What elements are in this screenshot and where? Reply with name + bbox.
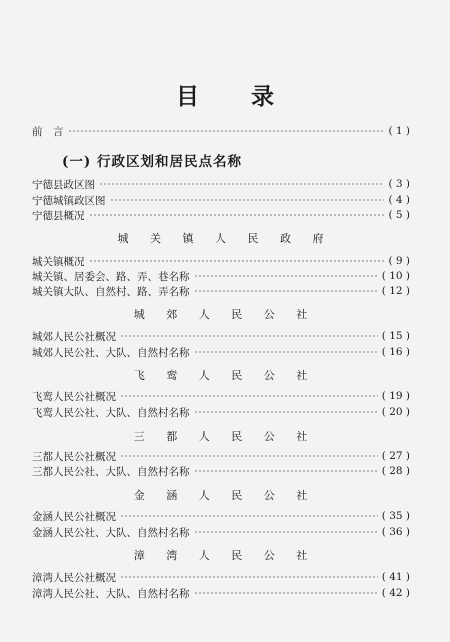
toc-entry-label: 宁德城镇政区图 bbox=[32, 194, 106, 207]
toc-entry-page: ( 3 ) bbox=[388, 178, 410, 190]
page-title-char: 录 bbox=[251, 84, 274, 110]
toc-entry-label: 城关镇、居委会、路、弄、巷名称 bbox=[32, 270, 190, 283]
dot-leader bbox=[120, 515, 378, 517]
toc-entry-page: ( 35 ) bbox=[381, 510, 410, 522]
toc-entry-page: ( 12 ) bbox=[381, 285, 410, 297]
dot-leader bbox=[194, 275, 378, 277]
toc-entry[interactable] bbox=[32, 448, 410, 464]
toc-entry[interactable] bbox=[32, 388, 410, 404]
toc-entry-page: ( 15 ) bbox=[381, 330, 410, 342]
toc-entry-label: 漳湾人民公社概况 bbox=[32, 571, 116, 584]
section-title: (一) 行政区划和居民点名称 bbox=[62, 154, 242, 170]
toc-entry-page: ( 28 ) bbox=[381, 465, 410, 477]
toc-entry-label: 宁德县政区图 bbox=[32, 178, 95, 191]
toc-entry-label: 城关镇概况 bbox=[32, 255, 85, 268]
toc-entry-page: ( 16 ) bbox=[381, 346, 410, 358]
toc-entry-page: ( 4 ) bbox=[388, 194, 410, 206]
dot-leader bbox=[89, 260, 385, 262]
toc-entry[interactable] bbox=[32, 176, 410, 192]
toc-entry[interactable] bbox=[32, 268, 410, 284]
group-heading: 漳 湾 人 民 公 社 bbox=[133, 549, 317, 562]
toc-entry-label: 金涵人民公社、大队、自然村名称 bbox=[32, 526, 190, 539]
toc-entry[interactable] bbox=[32, 463, 410, 479]
toc-entry-label: 城郊人民公社、大队、自然村名称 bbox=[32, 346, 190, 359]
toc-entry-label: 金涵人民公社概况 bbox=[32, 510, 116, 523]
toc-entry-page: ( 1 ) bbox=[388, 125, 410, 137]
toc-entry[interactable] bbox=[32, 508, 410, 524]
group-heading: 飞 鸾 人 民 公 社 bbox=[133, 369, 317, 382]
toc-entry[interactable] bbox=[32, 207, 410, 223]
page-title bbox=[0, 78, 450, 111]
toc-entry-label: 飞鸾人民公社概况 bbox=[32, 390, 116, 403]
toc-entry[interactable] bbox=[32, 328, 410, 344]
group-heading: 城 郊 人 民 公 社 bbox=[133, 308, 317, 321]
toc-entry-page: ( 42 ) bbox=[381, 587, 410, 599]
toc-entry[interactable] bbox=[32, 253, 410, 269]
toc-entry-label: 城郊人民公社概况 bbox=[32, 330, 116, 343]
toc-entry-page: ( 36 ) bbox=[381, 526, 410, 538]
page-title-char: 目 bbox=[176, 84, 199, 110]
dot-leader bbox=[194, 411, 378, 413]
toc-entry-page: ( 10 ) bbox=[381, 270, 410, 282]
dot-leader bbox=[194, 531, 378, 533]
toc-entry[interactable] bbox=[32, 524, 410, 540]
toc-entry-preface[interactable] bbox=[32, 123, 410, 139]
toc-entry[interactable] bbox=[32, 192, 410, 208]
dot-leader bbox=[194, 351, 378, 353]
toc-entry-page: ( 19 ) bbox=[381, 390, 410, 402]
group-heading: 城 关 镇 人 民 政 府 bbox=[117, 232, 333, 245]
toc-entry-page: ( 27 ) bbox=[381, 450, 410, 462]
dot-leader bbox=[89, 214, 385, 216]
dot-leader bbox=[110, 199, 385, 201]
toc-entry-label: 前 言 bbox=[32, 125, 64, 138]
dot-leader bbox=[68, 130, 385, 132]
toc-entry-label: 城关镇大队、自然村、路、弄名称 bbox=[32, 285, 190, 298]
toc-entry-label: 漳湾人民公社、大队、自然村名称 bbox=[32, 587, 190, 600]
dot-leader bbox=[194, 592, 378, 594]
dot-leader bbox=[194, 470, 378, 472]
group-heading: 金 涵 人 民 公 社 bbox=[133, 489, 317, 502]
toc-entry-page: ( 9 ) bbox=[388, 255, 410, 267]
toc-entry-label: 三都人民公社概况 bbox=[32, 450, 116, 463]
toc-entry-page: ( 41 ) bbox=[381, 571, 410, 583]
toc-entry[interactable] bbox=[32, 344, 410, 360]
toc-entry-label: 飞鸾人民公社、大队、自然村名称 bbox=[32, 406, 190, 419]
toc-entry-label: 三都人民公社、大队、自然村名称 bbox=[32, 465, 190, 478]
toc-entry-label: 宁德县概况 bbox=[32, 209, 85, 222]
dot-leader bbox=[99, 183, 384, 185]
group-heading: 三 都 人 民 公 社 bbox=[133, 430, 317, 443]
dot-leader bbox=[120, 455, 378, 457]
toc-entry[interactable] bbox=[32, 404, 410, 420]
dot-leader bbox=[194, 290, 378, 292]
toc-entry[interactable] bbox=[32, 283, 410, 299]
toc-entry-page: ( 5 ) bbox=[388, 209, 410, 221]
dot-leader bbox=[120, 335, 378, 337]
dot-leader bbox=[120, 576, 378, 578]
toc-entry[interactable] bbox=[32, 585, 410, 601]
toc-entry[interactable] bbox=[32, 569, 410, 585]
toc-entry-page: ( 20 ) bbox=[381, 406, 410, 418]
dot-leader bbox=[120, 395, 378, 397]
